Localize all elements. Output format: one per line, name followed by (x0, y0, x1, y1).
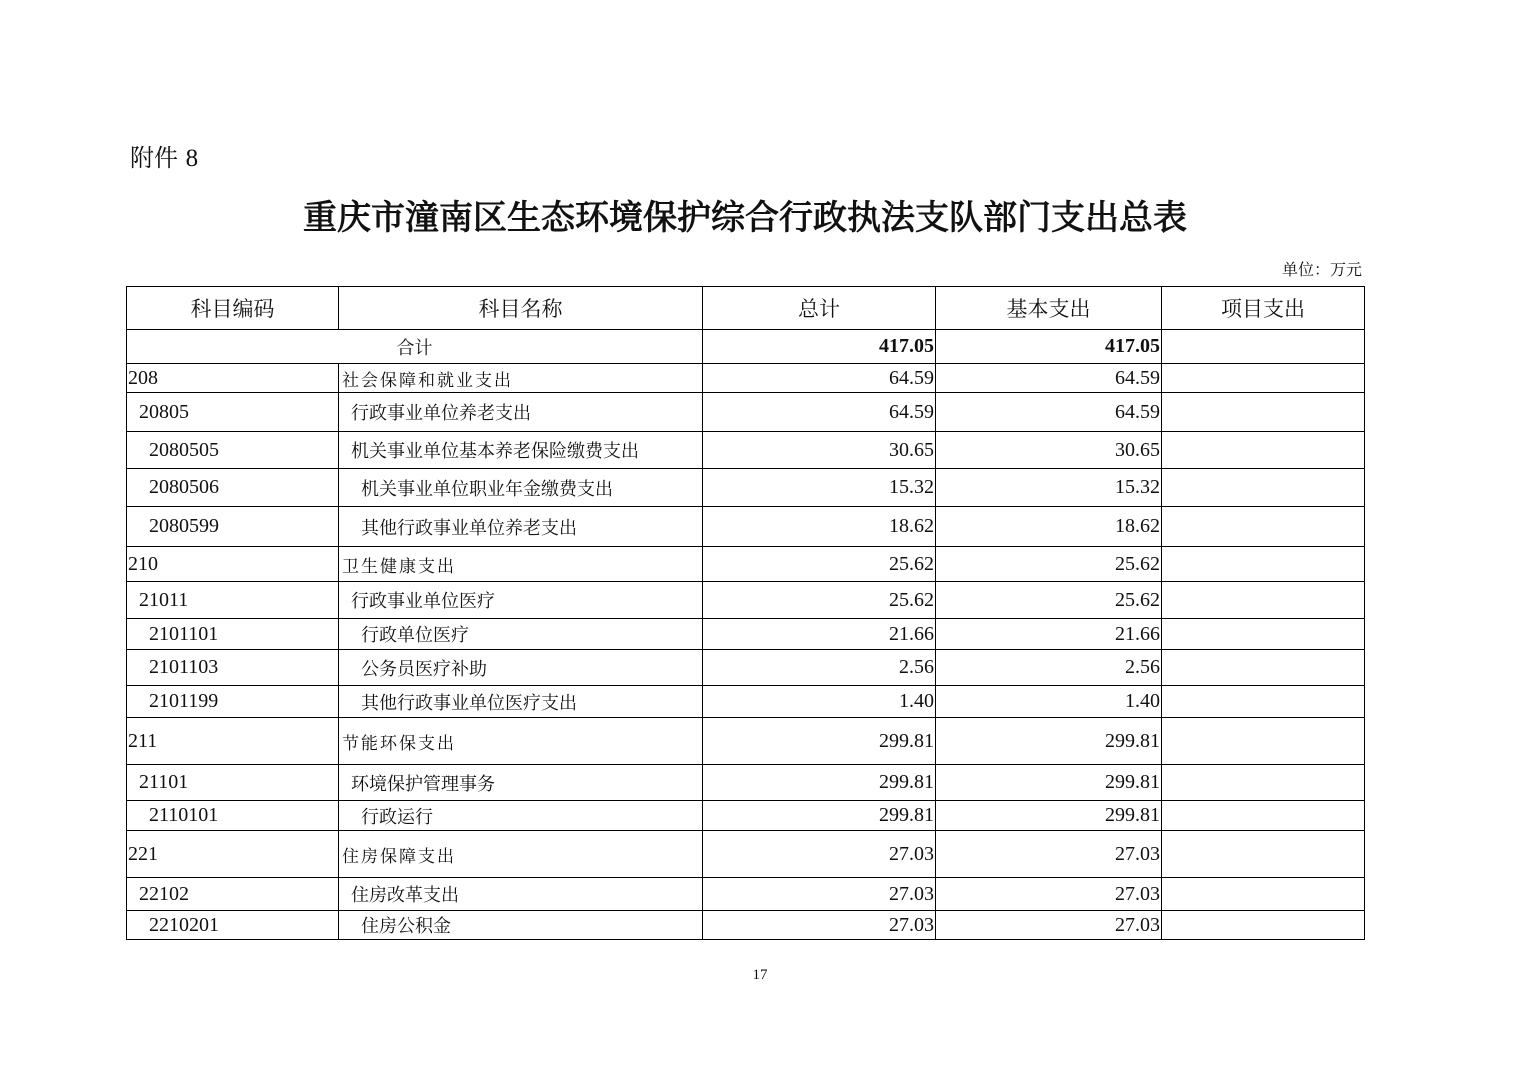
row-total: 30.65 (703, 432, 936, 469)
row-code: 208 (127, 364, 339, 393)
page-title: 重庆市潼南区生态环境保护综合行政执法支队部门支出总表 (303, 198, 1187, 238)
row-basic: 25.62 (936, 582, 1162, 619)
row-total: 1.40 (703, 686, 936, 718)
row-basic: 27.03 (936, 911, 1162, 940)
row-name: 机关事业单位基本养老保险缴费支出 (339, 432, 703, 469)
row-code: 2110101 (127, 801, 339, 831)
row-name: 行政单位医疗 (339, 619, 703, 650)
row-name: 行政事业单位医疗 (339, 582, 703, 619)
row-code: 22102 (127, 878, 339, 911)
total-basic: 417.05 (936, 330, 1162, 364)
table-row (127, 911, 1365, 940)
row-name: 其他行政事业单位养老支出 (339, 507, 703, 547)
header-project: 项目支出 (1162, 287, 1365, 330)
row-basic: 21.66 (936, 619, 1162, 650)
row-name: 环境保护管理事务 (339, 765, 703, 801)
attachment-label (130, 138, 198, 173)
row-name: 公务员医疗补助 (339, 650, 703, 686)
page-number: 17 (752, 967, 768, 983)
row-code: 2101101 (127, 619, 339, 650)
total-total: 417.05 (703, 330, 936, 364)
total-row (127, 330, 1365, 364)
row-project (1162, 878, 1365, 911)
row-code: 211 (127, 718, 339, 765)
header-code: 科目编码 (127, 287, 339, 330)
row-total: 15.32 (703, 469, 936, 507)
row-code: 221 (127, 831, 339, 878)
table-row (127, 547, 1365, 582)
row-basic: 27.03 (936, 878, 1162, 911)
row-total: 64.59 (703, 364, 936, 393)
total-project (1162, 330, 1365, 364)
row-total: 27.03 (703, 831, 936, 878)
table-row (127, 432, 1365, 469)
row-code: 210 (127, 547, 339, 582)
row-total: 299.81 (703, 718, 936, 765)
table-row (127, 469, 1365, 507)
attachment-number: 8 (185, 145, 199, 172)
row-total: 25.62 (703, 547, 936, 582)
table-row (127, 686, 1365, 718)
header-basic: 基本支出 (936, 287, 1162, 330)
unit-label: 单位：万元 (1281, 260, 1362, 279)
row-code: 2080599 (127, 507, 339, 547)
table-row (127, 801, 1365, 831)
row-name: 机关事业单位职业年金缴费支出 (339, 469, 703, 507)
row-project (1162, 831, 1365, 878)
row-total: 25.62 (703, 582, 936, 619)
row-project (1162, 547, 1365, 582)
table-row (127, 878, 1365, 911)
table-row (127, 507, 1365, 547)
row-project (1162, 718, 1365, 765)
table-row (127, 393, 1365, 432)
row-code: 21011 (127, 582, 339, 619)
row-basic: 25.62 (936, 547, 1162, 582)
row-project (1162, 911, 1365, 940)
expenditure-table (126, 286, 1365, 940)
row-project (1162, 686, 1365, 718)
row-total: 27.03 (703, 878, 936, 911)
table-row (127, 650, 1365, 686)
row-basic: 15.32 (936, 469, 1162, 507)
row-name: 其他行政事业单位医疗支出 (339, 686, 703, 718)
table-row (127, 582, 1365, 619)
row-code: 2101103 (127, 650, 339, 686)
row-code: 21101 (127, 765, 339, 801)
row-total: 21.66 (703, 619, 936, 650)
row-basic: 27.03 (936, 831, 1162, 878)
table-row (127, 831, 1365, 878)
row-name: 节能环保支出 (339, 718, 703, 765)
row-name: 社会保障和就业支出 (339, 364, 703, 393)
row-basic: 1.40 (936, 686, 1162, 718)
attachment-text: 附件 (130, 144, 178, 172)
table-header-row (127, 287, 1365, 330)
row-basic: 18.62 (936, 507, 1162, 547)
row-project (1162, 507, 1365, 547)
row-basic: 299.81 (936, 801, 1162, 831)
row-basic: 30.65 (936, 432, 1162, 469)
row-code: 2210201 (127, 911, 339, 940)
row-code: 2101199 (127, 686, 339, 718)
row-project (1162, 364, 1365, 393)
table-row (127, 765, 1365, 801)
row-project (1162, 619, 1365, 650)
row-code: 2080506 (127, 469, 339, 507)
row-project (1162, 393, 1365, 432)
row-total: 64.59 (703, 393, 936, 432)
row-basic: 299.81 (936, 718, 1162, 765)
row-project (1162, 469, 1365, 507)
total-label: 合计 (127, 330, 703, 364)
row-total: 299.81 (703, 801, 936, 831)
header-total: 总计 (703, 287, 936, 330)
header-name: 科目名称 (339, 287, 703, 330)
row-total: 299.81 (703, 765, 936, 801)
row-project (1162, 432, 1365, 469)
row-total: 18.62 (703, 507, 936, 547)
row-name: 行政事业单位养老支出 (339, 393, 703, 432)
row-code: 20805 (127, 393, 339, 432)
table-row (127, 364, 1365, 393)
row-project (1162, 650, 1365, 686)
row-name: 住房公积金 (339, 911, 703, 940)
row-total: 27.03 (703, 911, 936, 940)
row-name: 住房改革支出 (339, 878, 703, 911)
row-project (1162, 801, 1365, 831)
row-project (1162, 765, 1365, 801)
table-row (127, 718, 1365, 765)
row-basic: 64.59 (936, 393, 1162, 432)
row-total: 2.56 (703, 650, 936, 686)
row-basic: 2.56 (936, 650, 1162, 686)
table-row (127, 619, 1365, 650)
row-code: 2080505 (127, 432, 339, 469)
row-name: 行政运行 (339, 801, 703, 831)
row-project (1162, 582, 1365, 619)
row-basic: 64.59 (936, 364, 1162, 393)
row-basic: 299.81 (936, 765, 1162, 801)
row-name: 卫生健康支出 (339, 547, 703, 582)
row-name: 住房保障支出 (339, 831, 703, 878)
